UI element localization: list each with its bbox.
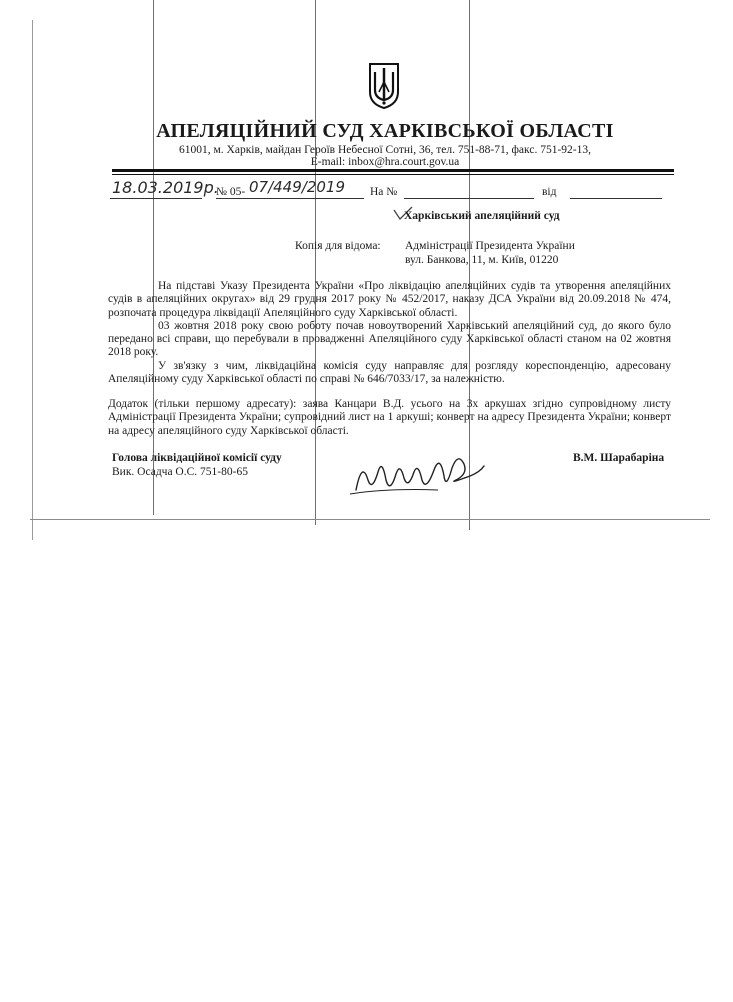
copy-recipient-address: вул. Банкова, 11, м. Київ, 01220 xyxy=(405,254,559,266)
signer-name: В.М. Шарабаріна xyxy=(573,452,665,464)
body-paragraph: 03 жовтня 2018 року свою роботу почав новоутворений Харківський апеляційний суд, до якого було передано всі справи, що перебували в провадженні Апеляційного суду Харківської області станом на 02 жовтня 2018 року. xyxy=(108,319,671,359)
attachment-text: Додаток (тільки першому адресату): заява Канцари В.Д. усього на 3х аркушах згідно супровідному листу Адміністрації Президента України; супровідний лист на 1 аркуші; конверт на адресу Президента України; конверт на адресу апеляційного суду Харківської області. xyxy=(108,398,671,437)
header-divider xyxy=(112,169,674,172)
incoming-number-label: На № xyxy=(370,186,398,198)
signatory-title: Голова ліквідаційної комісії суду xyxy=(112,452,282,464)
incoming-date-underline xyxy=(570,198,662,199)
letter-body xyxy=(108,280,671,386)
trident-emblem-icon xyxy=(366,62,402,110)
number-underline xyxy=(216,198,364,199)
scan-artifact-line xyxy=(30,519,710,520)
date-underline xyxy=(110,198,202,199)
outgoing-number-label: № 05- xyxy=(216,186,246,198)
body-paragraph: На підставі Указу Президента України «Про ліквідацію апеляційних судів та утворення апеляційних судів в апеляційних округах» від 29 грудня 2017 року № 452/2017, наказу ДСА України від 20.09.2018 № 474, розпочата процедура ліквідації Апеляційного суду Харківської області. xyxy=(108,280,671,319)
header-divider-thin xyxy=(112,174,674,175)
scan-artifact-line xyxy=(315,0,316,525)
incoming-number-underline xyxy=(404,198,534,199)
body-paragraph: У зв'язку з чим, ліквідаційна комісія суду направляє для розгляду кореспонденцію, адресовану Апеляційному суду Харківської області по справі № 646/7033/17, за належністю. xyxy=(108,359,671,386)
court-address: 61001, м. Харків, майдан Героїв Небесної Сотні, 36, тел. 751-88-71, факс. 751-92-13, xyxy=(179,144,591,156)
outgoing-date: 18.03.2019р. xyxy=(112,178,219,197)
court-email: E-mail: inbox@hra.court.gov.ua xyxy=(310,156,460,168)
incoming-date-label: від xyxy=(542,186,557,198)
recipient: Харківський апеляційний суд xyxy=(404,210,560,222)
outgoing-number: 07/449/2019 xyxy=(249,178,345,196)
attachment-note xyxy=(108,398,671,438)
court-name: АПЕЛЯЦІЙНИЙ СУД ХАРКІВСЬКОЇ ОБЛАСТІ xyxy=(156,120,614,142)
copy-label: Копія для відома: xyxy=(295,240,381,252)
handwritten-signature xyxy=(348,450,488,496)
copy-recipient: Адміністрації Президента України xyxy=(405,240,575,252)
executor-contact: Вик. Осадча О.С. 751-80-65 xyxy=(112,466,248,478)
scan-artifact-line xyxy=(32,20,33,540)
